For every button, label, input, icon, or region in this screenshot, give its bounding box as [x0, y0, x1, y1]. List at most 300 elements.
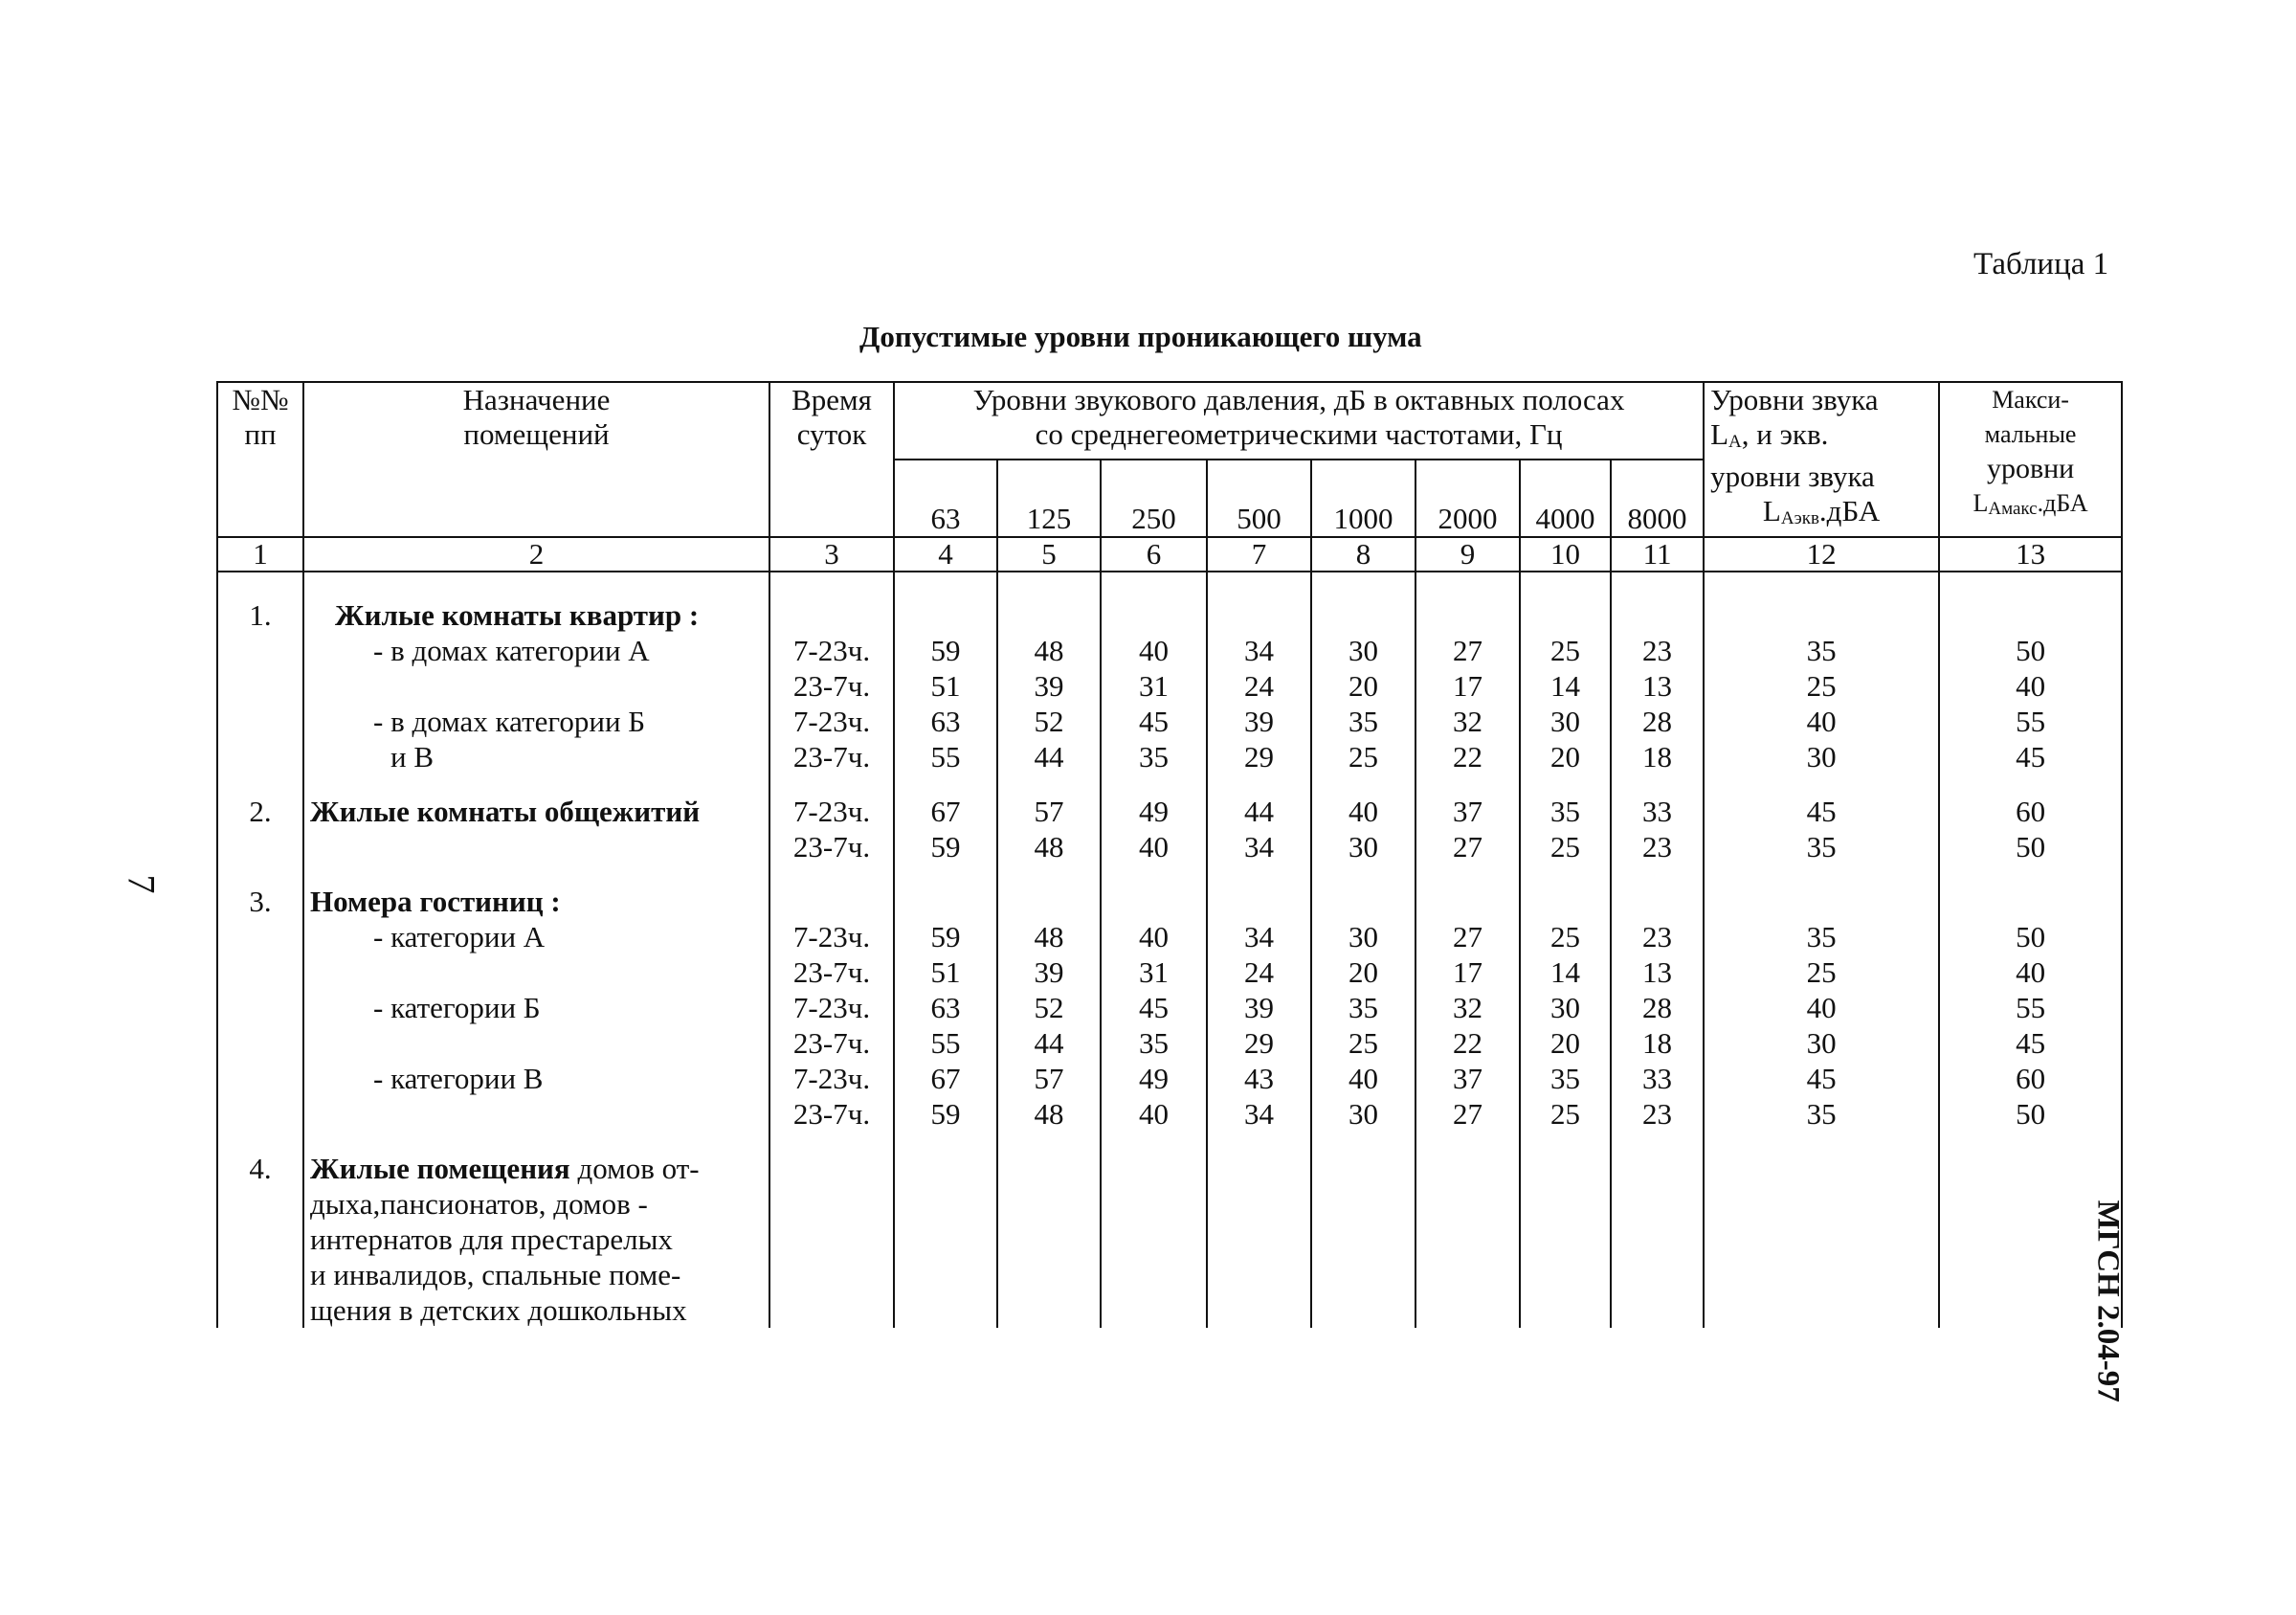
room-purpose-line	[310, 597, 763, 633]
room-purpose-text: Жилые комнаты общежитий	[310, 795, 701, 828]
empty-line	[1318, 884, 1409, 919]
frequency-header-cell: 125	[997, 460, 1101, 537]
spacer-cell	[1207, 774, 1311, 794]
spacer-cell	[1101, 774, 1207, 794]
room-purpose-text: интернатов для престарелых	[310, 1222, 673, 1256]
level-value: 20	[1550, 740, 1580, 774]
frequency-header-cell: 1000	[1311, 460, 1415, 537]
level-value: 35	[1139, 740, 1169, 774]
room-purpose-text: - категории Б	[373, 991, 541, 1024]
level-value: 59	[930, 830, 961, 864]
level-value: 25	[1550, 634, 1580, 667]
table-label: Таблица 1	[1973, 247, 2109, 281]
room-purpose-line	[310, 1257, 763, 1292]
time-value: 7-23ч.	[792, 705, 871, 738]
level-value: 20	[1550, 1026, 1580, 1060]
level-value: 31	[1139, 669, 1169, 703]
time-value: 23-7ч.	[792, 1026, 871, 1060]
empty-line	[1617, 597, 1697, 633]
room-purpose-text: Жилые комнаты квартир :	[335, 598, 700, 632]
octave-level-cell	[997, 794, 1101, 864]
spacer-cell	[997, 572, 1101, 597]
column-number-cell: 9	[1415, 537, 1520, 572]
table-row	[217, 794, 2122, 864]
room-purpose-line	[310, 990, 763, 1025]
level-value: 60	[2016, 1062, 2046, 1095]
octave-level-cell	[1611, 794, 1704, 864]
spacer-cell	[1939, 774, 2122, 794]
empty-line	[1422, 884, 1513, 919]
row-spacer	[217, 572, 2122, 597]
level-value: 48	[1034, 1097, 1064, 1131]
room-purpose-line	[310, 1061, 763, 1096]
level-value: 28	[1642, 991, 1673, 1024]
level-value: 48	[1034, 830, 1064, 864]
level-value: 23	[1642, 634, 1673, 667]
equivalent-level-cell	[1704, 884, 1939, 1132]
spacer-cell	[217, 1132, 303, 1151]
empty-line	[901, 884, 991, 919]
room-purpose-text: - категории А	[373, 920, 546, 953]
room-purpose	[303, 884, 769, 1132]
spacer-cell	[769, 864, 894, 884]
column-number-cell: 6	[1101, 537, 1207, 572]
spacer-cell	[303, 572, 769, 597]
level-value: 29	[1244, 740, 1274, 774]
header-sound-level-unit: .дБА	[1818, 494, 1881, 527]
level-value: 34	[1244, 634, 1274, 667]
spacer-cell	[894, 572, 997, 597]
row-spacer	[217, 864, 2122, 884]
spacer-cell	[894, 1132, 997, 1151]
spacer-cell	[1311, 1132, 1415, 1151]
level-value: 50	[2016, 920, 2046, 953]
spacer-cell	[1207, 1132, 1311, 1151]
time-of-day	[769, 884, 894, 1132]
level-value: 30	[1806, 740, 1837, 774]
time-value: 23-7ч.	[792, 1097, 871, 1131]
level-value: 50	[2016, 1097, 2046, 1131]
column-number-cell: 8	[1311, 537, 1415, 572]
empty-line	[776, 884, 887, 919]
level-value: 51	[930, 955, 961, 989]
room-purpose-line	[310, 794, 763, 829]
level-value: 30	[1550, 705, 1580, 738]
room-purpose-line	[310, 1151, 763, 1186]
level-value: 67	[930, 1062, 961, 1095]
empty-line	[1318, 597, 1409, 633]
time-value: 23-7ч.	[792, 740, 871, 774]
header-sound-level-line: , и экв.	[1741, 417, 1829, 451]
header-max-level-subscript: Aмакс	[1988, 499, 2038, 519]
level-value: 23	[1642, 1097, 1673, 1131]
level-value: 40	[2016, 669, 2046, 703]
spacer-cell	[769, 774, 894, 794]
empty-line	[1710, 597, 1932, 633]
spacer-cell	[1101, 864, 1207, 884]
level-value: 43	[1244, 1062, 1274, 1095]
column-number-row	[217, 537, 2122, 572]
level-value: 55	[930, 740, 961, 774]
spacer-cell	[1520, 572, 1611, 597]
octave-level-cell	[997, 597, 1101, 774]
row-spacer	[217, 1132, 2122, 1151]
column-number-cell: 4	[894, 537, 997, 572]
spacer-cell	[1415, 1132, 1520, 1151]
spacer-cell	[1611, 1132, 1704, 1151]
spacer-cell	[1415, 572, 1520, 597]
room-purpose-text: дыха,пансионатов, домов -	[310, 1187, 648, 1221]
level-value: 35	[1806, 830, 1837, 864]
room-purpose-text: Номера гостиниц :	[310, 885, 561, 918]
level-value: 18	[1642, 1026, 1673, 1060]
octave-level-cell	[997, 1151, 1101, 1328]
header-frequency-line: Уровни звукового давления, дБ в октавных полосах	[972, 383, 1625, 416]
spacer-cell	[1939, 572, 2122, 597]
room-purpose-line	[310, 704, 763, 739]
spacer-cell	[1101, 1132, 1207, 1151]
header-number	[217, 382, 303, 537]
level-value: 27	[1453, 830, 1482, 864]
octave-level-cell	[1101, 1151, 1207, 1328]
level-value: 40	[1806, 705, 1837, 738]
octave-level-cell	[1207, 1151, 1311, 1328]
empty-line	[776, 597, 887, 633]
level-value: 17	[1453, 955, 1482, 989]
level-value: 50	[2016, 830, 2046, 864]
column-number-cell: 3	[769, 537, 894, 572]
level-value: 57	[1034, 1062, 1064, 1095]
header-max-level-unit: .дБА	[2037, 489, 2088, 517]
octave-level-cell	[894, 794, 997, 864]
octave-level-cell	[1611, 884, 1704, 1132]
column-number-cell: 11	[1611, 537, 1704, 572]
frequency-header-cell: 4000	[1520, 460, 1611, 537]
octave-level-cell	[1207, 597, 1311, 774]
max-level-cell	[1939, 884, 2122, 1132]
level-value: 30	[1349, 830, 1378, 864]
noise-levels-table-container	[216, 381, 2121, 1382]
level-value: 27	[1453, 1097, 1482, 1131]
header-sound-level-symbol: L	[1762, 494, 1781, 527]
equivalent-level-cell	[1704, 597, 1939, 774]
level-value: 39	[1034, 955, 1064, 989]
spacer-cell	[894, 774, 997, 794]
header-sound-level-line: Уровни звука	[1710, 383, 1879, 416]
spacer-cell	[1520, 774, 1611, 794]
spacer-cell	[1704, 572, 1939, 597]
room-purpose-line	[310, 1292, 763, 1328]
time-value: 7-23ч.	[792, 991, 871, 1024]
octave-level-cell	[894, 884, 997, 1132]
octave-level-cell	[1520, 884, 1611, 1132]
level-value: 40	[1349, 1062, 1378, 1095]
level-value: 48	[1034, 634, 1064, 667]
level-value: 49	[1139, 1062, 1169, 1095]
empty-line	[1214, 884, 1304, 919]
level-value: 40	[1139, 1097, 1169, 1131]
spacer-cell	[1415, 864, 1520, 884]
header-purpose-line: помещений	[463, 417, 610, 451]
level-value: 40	[1139, 920, 1169, 953]
frequency-header-cell: 500	[1207, 460, 1311, 537]
level-value: 23	[1642, 920, 1673, 953]
octave-level-cell	[1520, 1151, 1611, 1328]
empty-line	[1107, 884, 1200, 919]
level-value: 30	[1349, 634, 1378, 667]
header-sound-level-subscript: Aэкв	[1780, 508, 1819, 528]
octave-level-cell	[1101, 794, 1207, 864]
room-purpose-text-rest: домов от-	[569, 1152, 700, 1185]
octave-level-cell	[1207, 794, 1311, 864]
level-value: 63	[930, 991, 961, 1024]
level-value: 35	[1550, 795, 1580, 828]
header-max-level-line: мальные	[1984, 420, 2077, 448]
column-number-cell: 12	[1704, 537, 1939, 572]
time-value: 7-23ч.	[792, 920, 871, 953]
header-row	[217, 382, 2122, 460]
spacer-cell	[1207, 572, 1311, 597]
column-number-cell: 1	[217, 537, 303, 572]
empty-line	[1527, 884, 1604, 919]
empty-line	[1422, 597, 1513, 633]
level-value: 35	[1550, 1062, 1580, 1095]
octave-level-cell	[1611, 597, 1704, 774]
header-sound-level-subscript: A	[1728, 432, 1742, 452]
spacer-cell	[1704, 864, 1939, 884]
level-value: 59	[930, 920, 961, 953]
level-value: 30	[1550, 991, 1580, 1024]
level-value: 55	[2016, 705, 2046, 738]
column-number-cell: 5	[997, 537, 1101, 572]
level-value: 18	[1642, 740, 1673, 774]
level-value: 22	[1453, 740, 1482, 774]
room-purpose-line	[310, 954, 763, 990]
level-value: 23	[1642, 830, 1673, 864]
spacer-cell	[1311, 774, 1415, 794]
spacer-cell	[997, 1132, 1101, 1151]
level-value: 30	[1349, 920, 1378, 953]
room-purpose-line	[310, 1222, 763, 1257]
empty-line	[1946, 597, 2115, 633]
level-value: 24	[1244, 669, 1274, 703]
time-value: 7-23ч.	[792, 634, 871, 667]
level-value: 48	[1034, 920, 1064, 953]
level-value: 45	[1139, 705, 1169, 738]
spacer-cell	[997, 774, 1101, 794]
octave-level-cell	[1415, 794, 1520, 864]
row-number: 4.	[217, 1151, 303, 1328]
level-value: 35	[1139, 1026, 1169, 1060]
level-value: 33	[1642, 1062, 1673, 1095]
level-value: 45	[2016, 1026, 2046, 1060]
spacer-cell	[1311, 572, 1415, 597]
level-value: 25	[1550, 1097, 1580, 1131]
table-title: Допустимые уровни проникающего шума	[859, 320, 1422, 353]
level-value: 25	[1349, 740, 1378, 774]
level-value: 40	[1139, 830, 1169, 864]
column-number-cell: 7	[1207, 537, 1311, 572]
level-value: 20	[1349, 669, 1378, 703]
level-value: 39	[1244, 705, 1274, 738]
equivalent-level-cell	[1704, 1151, 1939, 1328]
spacer-cell	[1704, 774, 1939, 794]
octave-level-cell	[1101, 597, 1207, 774]
level-value: 13	[1642, 955, 1673, 989]
time-value: 23-7ч.	[792, 669, 871, 703]
level-value: 45	[2016, 740, 2046, 774]
room-purpose-text: - в домах категории Б	[373, 705, 646, 738]
level-value: 34	[1244, 920, 1274, 953]
row-number: 3.	[217, 884, 303, 1132]
table-row	[217, 884, 2122, 1132]
spacer-cell	[217, 864, 303, 884]
row-number: 1.	[217, 597, 303, 774]
level-value: 59	[930, 1097, 961, 1131]
level-value: 39	[1244, 991, 1274, 1024]
room-purpose-text: - категории В	[373, 1062, 544, 1095]
level-value: 45	[1139, 991, 1169, 1024]
octave-level-cell	[997, 884, 1101, 1132]
level-value: 14	[1550, 955, 1580, 989]
level-value: 25	[1349, 1026, 1378, 1060]
level-value: 13	[1642, 669, 1673, 703]
room-purpose-line	[310, 739, 763, 774]
room-purpose-text: и В	[390, 740, 435, 774]
spacer-cell	[1207, 864, 1311, 884]
spacer-cell	[303, 864, 769, 884]
header-frequency-group	[894, 382, 1704, 460]
row-number: 2.	[217, 794, 303, 864]
header-purpose	[303, 382, 769, 537]
level-value: 14	[1550, 669, 1580, 703]
table-row	[217, 1151, 2122, 1328]
page-number: 7	[120, 874, 164, 894]
level-value: 59	[930, 634, 961, 667]
max-level-cell	[1939, 794, 2122, 864]
time-of-day	[769, 597, 894, 774]
level-value: 33	[1642, 795, 1673, 828]
spacer-cell	[1611, 572, 1704, 597]
level-value: 25	[1550, 920, 1580, 953]
equivalent-level-cell	[1704, 794, 1939, 864]
noise-levels-table	[216, 381, 2123, 1328]
time-of-day	[769, 794, 894, 864]
octave-level-cell	[1415, 1151, 1520, 1328]
header-number-line: №№	[232, 383, 289, 416]
level-value: 50	[2016, 634, 2046, 667]
level-value: 44	[1034, 740, 1064, 774]
level-value: 35	[1806, 634, 1837, 667]
level-value: 55	[2016, 991, 2046, 1024]
octave-level-cell	[1311, 1151, 1415, 1328]
spacer-cell	[1311, 864, 1415, 884]
spacer-cell	[997, 864, 1101, 884]
frequency-header-cell: 250	[1101, 460, 1207, 537]
level-value: 44	[1034, 1026, 1064, 1060]
frequency-header-cell: 8000	[1611, 460, 1704, 537]
level-value: 55	[930, 1026, 961, 1060]
level-value: 28	[1642, 705, 1673, 738]
level-value: 32	[1453, 991, 1482, 1024]
level-value: 32	[1453, 705, 1482, 738]
octave-level-cell	[1520, 794, 1611, 864]
frequency-header-cell: 63	[894, 460, 997, 537]
level-value: 60	[2016, 795, 2046, 828]
level-value: 67	[930, 795, 961, 828]
frequency-header-cell: 2000	[1415, 460, 1520, 537]
level-value: 40	[1139, 634, 1169, 667]
header-frequency-line: со среднегеометрическими частотами, Гц	[1035, 417, 1563, 451]
spacer-cell	[303, 774, 769, 794]
header-sound-level	[1704, 382, 1939, 537]
level-value: 39	[1034, 669, 1064, 703]
header-sound-level-symbol: L	[1710, 417, 1729, 451]
row-spacer	[217, 774, 2122, 794]
room-purpose	[303, 794, 769, 864]
octave-level-cell	[1415, 597, 1520, 774]
spacer-cell	[1611, 774, 1704, 794]
level-value: 52	[1034, 705, 1064, 738]
header-max-level	[1939, 382, 2122, 537]
level-value: 25	[1806, 669, 1837, 703]
header-time	[769, 382, 894, 537]
octave-level-cell	[1101, 884, 1207, 1132]
header-number-line: пп	[244, 417, 277, 451]
spacer-cell	[217, 774, 303, 794]
room-purpose-line	[310, 668, 763, 704]
level-value: 40	[2016, 955, 2046, 989]
level-value: 27	[1453, 634, 1482, 667]
level-value: 34	[1244, 1097, 1274, 1131]
octave-level-cell	[1311, 597, 1415, 774]
level-value: 35	[1806, 1097, 1837, 1131]
spacer-cell	[1704, 1132, 1939, 1151]
level-value: 35	[1349, 991, 1378, 1024]
level-value: 31	[1139, 955, 1169, 989]
max-level-cell	[1939, 1151, 2122, 1328]
level-value: 57	[1034, 795, 1064, 828]
column-number-cell: 13	[1939, 537, 2122, 572]
level-value: 30	[1349, 1097, 1378, 1131]
spacer-cell	[769, 572, 894, 597]
time-value: 23-7ч.	[792, 955, 871, 989]
level-value: 25	[1550, 830, 1580, 864]
octave-level-cell	[1520, 597, 1611, 774]
empty-line	[1107, 597, 1200, 633]
level-value: 35	[1349, 705, 1378, 738]
spacer-cell	[769, 1132, 894, 1151]
level-value: 37	[1453, 1062, 1482, 1095]
level-value: 20	[1349, 955, 1378, 989]
octave-level-cell	[1611, 1151, 1704, 1328]
document-code: МГСН 2.04-97	[2090, 1200, 2126, 1402]
level-value: 44	[1244, 795, 1274, 828]
column-number-cell: 10	[1520, 537, 1611, 572]
level-value: 22	[1453, 1026, 1482, 1060]
empty-line	[901, 597, 991, 633]
octave-level-cell	[1207, 884, 1311, 1132]
room-purpose-line	[310, 919, 763, 954]
max-level-cell	[1939, 597, 2122, 774]
room-purpose-text: и инвалидов, спальные поме-	[310, 1258, 681, 1291]
empty-line	[1617, 884, 1697, 919]
spacer-cell	[1520, 1132, 1611, 1151]
level-value: 52	[1034, 991, 1064, 1024]
level-value: 25	[1806, 955, 1837, 989]
level-value: 40	[1349, 795, 1378, 828]
spacer-cell	[1611, 864, 1704, 884]
